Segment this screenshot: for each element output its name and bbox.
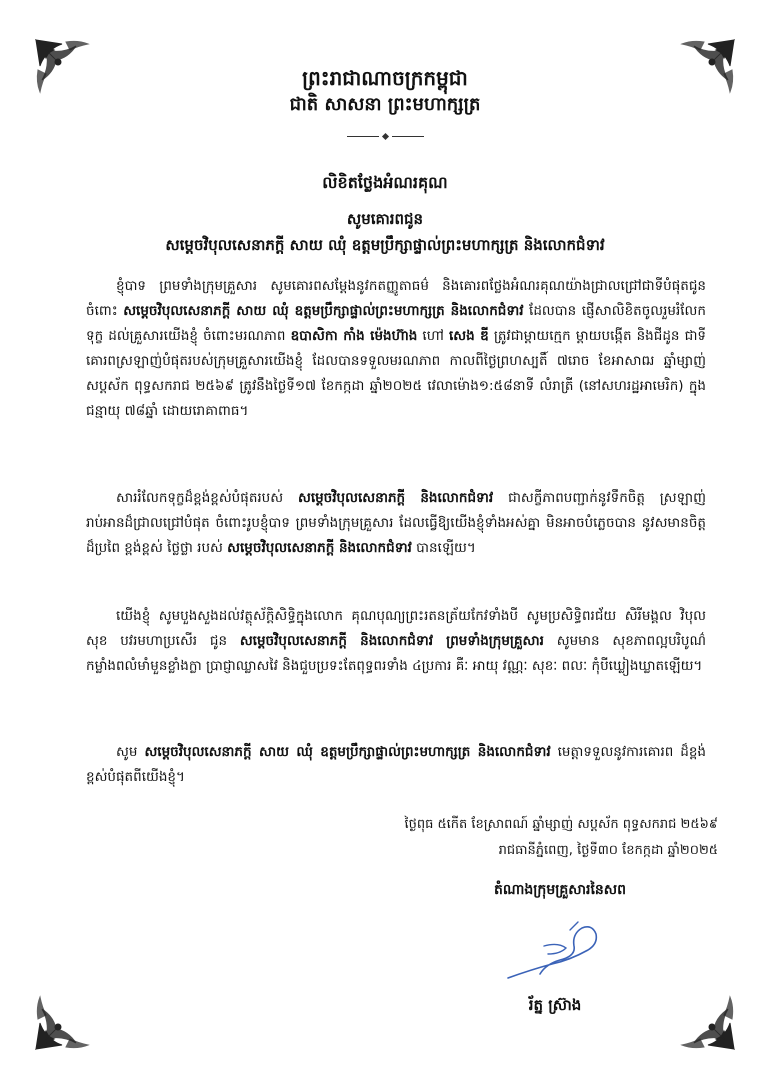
document-title: លិខិតថ្លែងអំណរគុណ [322,173,448,192]
addressee-label: សូមគោរពជូន [346,210,424,228]
p3-text-a: យើងខ្ញុំ សូមបួងសួងដល់វត្ថុស័ក្តិសិទ្ធិក្នុងលោក គុណបុណ្យព្រះរតនត្រ័យកែវទាំងបី សូមប្រសិទ្ធិពរជ័យ សិរីមង្គល វិបុលសុខ បវរមហាប្រសើរ ជូន [86,608,706,649]
signer-name: រ័ត្ន ស្រ៊ាង [528,996,582,1014]
p1-text-g: ត្រូវជាម្តាយក្មេក ម្តាយបង្កើត និងជីដូន ជាទីគោរពស្រឡាញ់បំផុតរបស់ក្រុមគ្រួសារយើងខ្ញុំ ដែលបានទទួលមរណភាព កាលពីថ្ងៃព្រហស្បតិ៍ ៧រោច ខែអាសាឍ ឆ្នាំម្សាញ់ សប្តស័ក ពុទ្ធសករាជ ២៥៦៩ ត្រូវនឹងថ្ងៃទី១៧ ខែកក្កដា ឆ្នាំ២០២៥ វេលាម៉ោង១:៥៨នាទី លំរាត្រី (នៅសហរដ្ឋអាមេរិក) ក្នុងជន្មាយុ ៧៨ឆ្នាំ ដោយរោគាពាធ។ [86,328,706,419]
p4-text-c: មេត្តាទទួលនូវការគោរព ដ៏ខ្ពង់ខ្ពស់បំផុតពីយើងខ្ញុំ។ [86,744,707,785]
p3-recipient-bold: សម្តេចវិបុលសេនាភក្តី និងលោកជំទាវ ព្រមទាំងក្រុមគ្រួសារ [239,633,544,649]
p4-text-a: សូម [116,744,145,760]
paragraph-2 [86,486,706,561]
corner-ornament-bottom-right [674,989,738,1053]
date-block [404,812,718,864]
lunar-date: ថ្ងៃពុធ ៥កើត ខែស្រាពណ៍ ឆ្នាំម្សាញ់ សប្តស័ក ពុទ្ធសករាជ ២៥៦៩ [404,817,718,832]
national-motto: ជាតិ សាសនា ព្រះមហាក្សត្រ [289,94,481,115]
p1-deceased-name: ឧបាសិកា កាំង ម៉េងហ៊ាង [290,328,418,344]
p1-text-e: ហៅ [417,328,449,344]
p3-text-c: សូមមាន សុខភាពល្អបរិបូណ៌ កម្លាំងពលំមាំមួនខ្លាំងក្លា ប្រាជ្ញាឈ្លាសវៃ និងជួបប្រទះតែពុទ្ធពរទាំង ៤ប្រការ គឺៈ អាយុ វណ្ណៈ សុខៈ ពលៈ កុំបីឃ្លៀងឃ្លាតឡើយ។ [86,633,706,674]
p1-text-c: ដែលបាន ផ្ញើសាលិខិតចូលរួមរំលែកទុក្ខ ដល់គ្រួសារយើងខ្ញុំ ចំពោះមរណភាព [86,303,706,344]
p4-recipient-bold: សម្តេចវិបុលសេនាភក្តី សាយ ឈុំ ឧត្តមប្រឹក្សាផ្ទាល់ព្រះមហាក្សត្រ និងលោកជំទាវ [144,744,551,760]
solar-date: រាជធានីភ្នំពេញ, ថ្ងៃទី៣០ ខែកក្កដា ឆ្នាំ២០២៥ [498,843,718,858]
p2-text-a: សាររំលែកទុក្ខដ៏ខ្ពង់ខ្ពស់បំផុតរបស់ [116,490,298,506]
paragraph-4 [86,740,706,790]
p2-text-c: ជាសក្ខីភាពបញ្ជាក់នូវទឹកចិត្ត ស្រឡាញ់ រាប់អានដ៏ជ្រាលជ្រៅបំផុត ចំពោះរូបខ្ញុំបាទ ព្រមទាំងក្រុមគ្រួសារ ដែលធ្វើឱ្យយើងខ្ញុំទាំងអស់គ្នា មិនអាចបំភ្លេចបាន នូវសមានចិត្តដ៏ប្រពៃ ខ្ពង់ខ្ពស់ ថ្លៃថ្លា របស់ [86,490,706,556]
handwritten-signature [500,920,610,985]
paragraph-3 [86,604,706,679]
corner-ornament-bottom-left [32,989,96,1053]
p1-deceased-alias: សេង ឌី [448,328,489,344]
paragraph-1 [86,274,706,424]
p2-text-e: បានឡើយ។ [411,540,476,556]
family-representative-label: តំណាងក្រុមគ្រួសារនៃសព [493,882,627,898]
letter-header [0,64,770,139]
header-divider [0,134,770,139]
recipient-name: សម្តេចវិបុលសេនាភក្តី សាយ ឈុំ ឧត្តមប្រឹក្សាផ្ទាល់ព្រះមហាក្សត្រ និងលោកជំទាវ [165,236,605,254]
p1-text-a: ខ្ញុំបាទ ព្រមទាំងក្រុមគ្រួសារ សូមគោរពសម្តែងនូវកតញ្ញូតាធម៌ និងគោរពថ្លែងអំណរគុណយ៉ាងជ្រាលជ្រៅជាទីបំផុតជូនចំពោះ [86,278,706,319]
p1-recipient-bold: សម្តេចវិបុលសេនាភក្តី សាយ ឈុំ ឧត្តមប្រឹក្សាផ្ទាល់ព្រះមហាក្សត្រ និងលោកជំទាវ [123,303,524,319]
p2-recipient-bold-1: សម្តេចវិបុលសេនាភក្តី និងលោកជំទាវ [297,490,494,506]
p2-recipient-bold-2: សម្តេចវិបុលសេនាភក្តី និងលោកជំទាវ [227,540,412,556]
kingdom-title: ព្រះរាជាណាចក្រកម្ពុជា [302,66,468,90]
